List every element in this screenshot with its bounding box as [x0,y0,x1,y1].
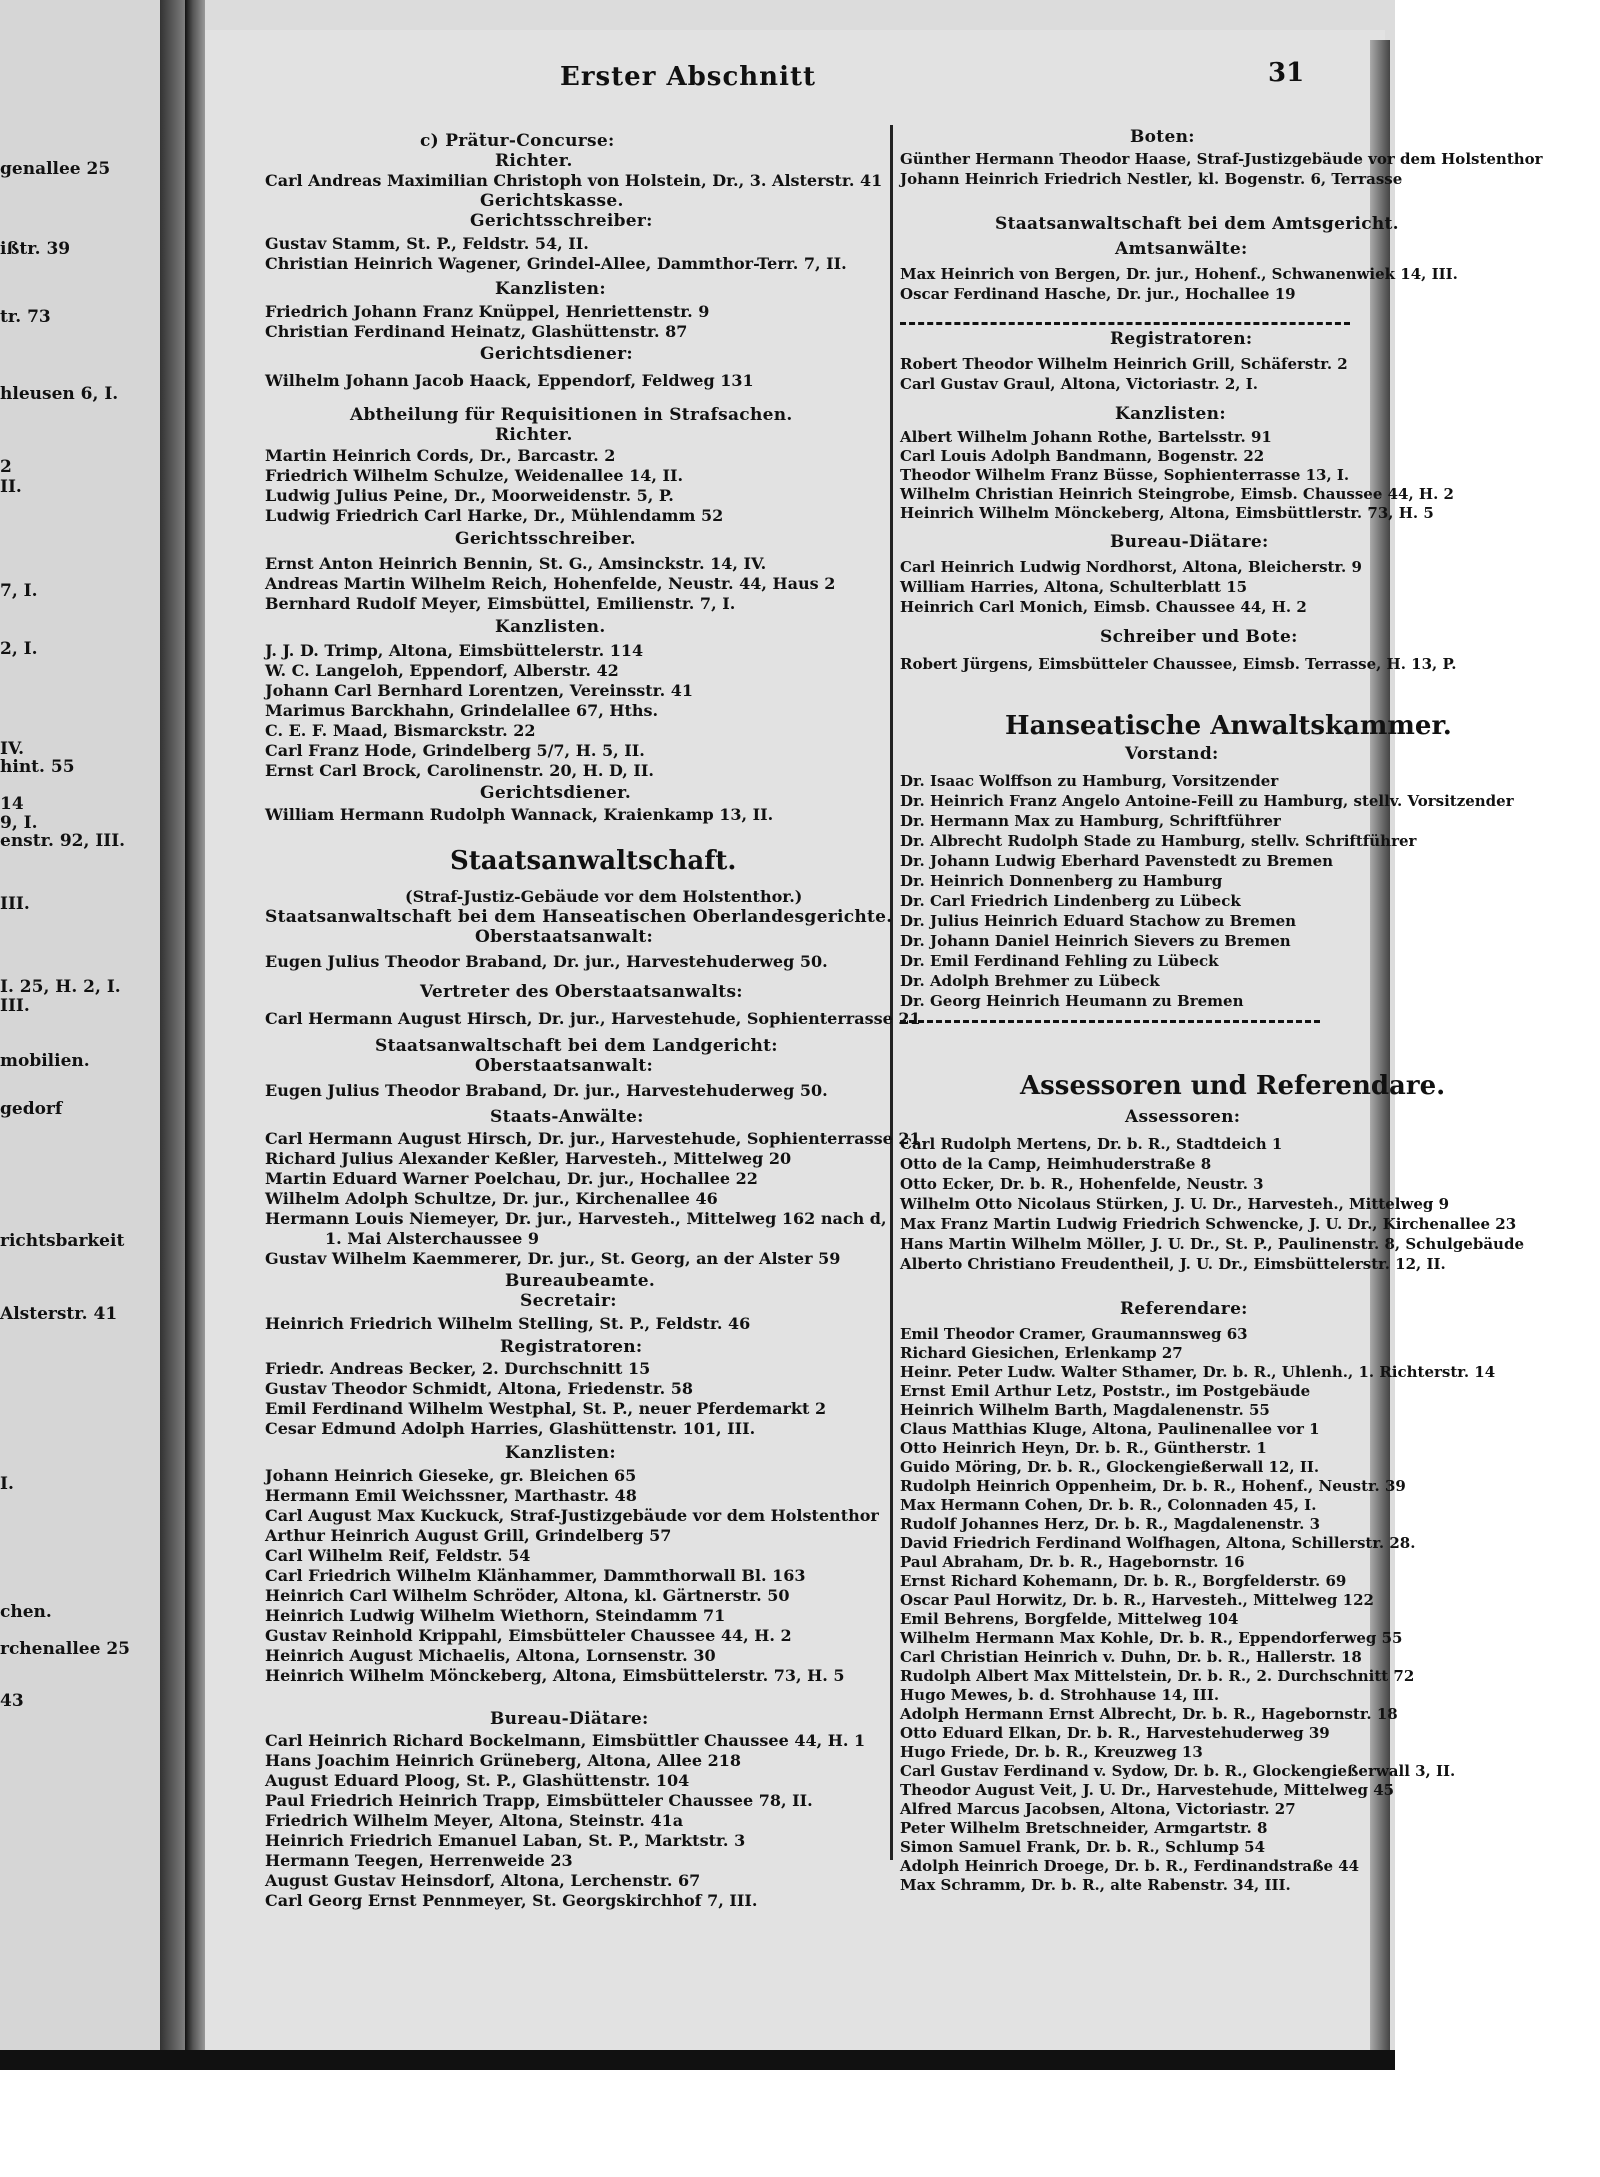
scan-bottom-edge [0,2050,1395,2070]
entry: Günther Hermann Theodor Haase, Straf-Justizgebäude vor dem Holstenthor [900,150,1543,168]
entry: August Gustav Heinsdorf, Altona, Lerchenstr. 67 [265,1871,701,1890]
left-fragment: II. [0,477,22,497]
entry: William Harries, Altona, Schulterblatt 15 [900,578,1248,596]
left-fragment: 7, I. [0,581,38,601]
entry: Adolph Hermann Ernst Albrecht, Dr. b. R., Hagebornstr. 18 [900,1705,1398,1723]
column-divider [890,125,893,1860]
entry-continuation: 1. Mai Alsterchaussee 9 [325,1229,539,1248]
main-heading: Assessoren und Referendare. [1020,1071,1446,1101]
section-heading: Staatsanwaltschaft bei dem Hanseatischen Oberlandesgerichte. [265,907,893,927]
section-title: Erster Abschnitt [560,62,816,92]
entry: Adolph Heinrich Droege, Dr. b. R., Ferdinandstraße 44 [900,1857,1360,1875]
section-heading: Staatsanwaltschaft bei dem Landgericht: [375,1036,778,1056]
entry: Hugo Friede, Dr. b. R., Kreuzweg 13 [900,1743,1203,1761]
left-page-fragment [0,0,163,2050]
entry: Friedrich Wilhelm Schulze, Weidenallee 14, II. [265,466,684,485]
entry: Heinrich Wilhelm Barth, Magdalenenstr. 55 [900,1401,1270,1419]
entry: Peter Wilhelm Bretschneider, Armgartstr. 8 [900,1819,1268,1837]
entry: J. J. D. Trimp, Altona, Eimsbüttelerstr. 114 [265,641,644,660]
entry: Oscar Paul Horwitz, Dr. b. R., Harvesteh., Mittelweg 122 [900,1591,1374,1609]
entry: Johann Carl Bernhard Lorentzen, Vereinsstr. 41 [265,681,694,700]
left-fragment: hleusen 6, I. [0,384,119,404]
entry: Friedrich Wilhelm Meyer, Altona, Steinstr. 41a [265,1811,684,1830]
entry: Andreas Martin Wilhelm Reich, Hohenfelde, Neustr. 44, Haus 2 [265,574,836,593]
entry: Rudolph Heinrich Oppenheim, Dr. b. R., Hohenf., Neustr. 39 [900,1477,1406,1495]
entry: Gustav Wilhelm Kaemmerer, Dr. jur., St. Georg, an der Alster 59 [265,1249,841,1268]
entry: Gustav Theodor Schmidt, Altona, Friedenstr. 58 [265,1379,694,1398]
entry: C. E. F. Maad, Bismarckstr. 22 [265,721,536,740]
entry: Emil Ferdinand Wilhelm Westphal, St. P., neuer Pferdemarkt 2 [265,1399,827,1418]
entry: Eugen Julius Theodor Braband, Dr. jur., Harvestehuderweg 50. [265,952,828,971]
entry: Dr. Carl Friedrich Lindenberg zu Lübeck [900,892,1241,910]
role-heading: Oberstaatsanwalt: [475,1056,654,1076]
section-heading: c) Prätur-Concurse: [420,131,615,151]
book-gutter [160,0,188,2050]
entry: Richard Giesichen, Erlenkamp 27 [900,1344,1183,1362]
entry: Christian Ferdinand Heinatz, Glashüttenstr. 87 [265,322,688,341]
entry: Guido Möring, Dr. b. R., Glockengießerwall 12, II. [900,1458,1320,1476]
role-heading: Gerichtskasse. [480,191,624,211]
entry: Oscar Ferdinand Hasche, Dr. jur., Hochallee 19 [900,285,1296,303]
section-heading: Staatsanwaltschaft bei dem Amtsgericht. [995,214,1399,234]
entry: Carl Hermann August Hirsch, Dr. jur., Harvestehude, Sophienterrasse 21 [265,1009,921,1028]
entry: Carl Gustav Graul, Altona, Victoriastr. 2, I. [900,375,1258,393]
entry: Dr. Adolph Brehmer zu Lübeck [900,972,1160,990]
entry: Otto de la Camp, Heimhuderstraße 8 [900,1155,1212,1173]
entry: Dr. Julius Heinrich Eduard Stachow zu Bremen [900,912,1297,930]
role-heading: Assessoren: [1125,1107,1241,1127]
entry: Carl Louis Adolph Bandmann, Bogenstr. 22 [900,447,1265,465]
page-edge [1370,40,1390,2050]
entry: Hans Joachim Heinrich Grüneberg, Altona, Allee 218 [265,1751,741,1770]
role-heading: Schreiber und Bote: [1100,627,1298,647]
entry: Carl Georg Ernst Pennmeyer, St. Georgskirchhof 7, III. [265,1891,758,1910]
entry: Rudolf Johannes Herz, Dr. b. R., Magdalenenstr. 3 [900,1515,1321,1533]
entry: Gustav Stamm, St. P., Feldstr. 54, II. [265,234,589,253]
role-heading: Boten: [1130,127,1195,147]
main-heading: Hanseatische Anwaltskammer. [1005,711,1452,741]
entry: Dr. Heinrich Donnenberg zu Hamburg [900,872,1223,890]
entry: Ernst Carl Brock, Carolinenstr. 20, H. D, II. [265,761,654,780]
entry: Johann Heinrich Friedrich Nestler, kl. Bogenstr. 6, Terrasse [900,170,1403,188]
entry: Max Hermann Cohen, Dr. b. R., Colonnaden 45, I. [900,1496,1317,1514]
entry: Otto Eduard Elkan, Dr. b. R., Harvestehuderweg 39 [900,1724,1330,1742]
role-heading: Richter. [495,151,573,171]
entry: Gustav Reinhold Krippahl, Eimsbütteler Chaussee 44, H. 2 [265,1626,792,1645]
left-fragment: III. [0,996,30,1016]
role-heading: Kanzlisten: [495,279,606,299]
left-fragment: 14 [0,794,24,814]
dashed-rule [900,322,1350,325]
entry: Bernhard Rudolf Meyer, Eimsbüttel, Emilienstr. 7, I. [265,594,736,613]
entry: Carl Rudolph Mertens, Dr. b. R., Stadtdeich 1 [900,1135,1283,1153]
entry: Dr. Albrecht Rudolph Stade zu Hamburg, stellv. Schriftführer [900,832,1417,850]
entry: Dr. Isaac Wolffson zu Hamburg, Vorsitzender [900,772,1279,790]
entry: Ernst Richard Kohemann, Dr. b. R., Borgfelderstr. 69 [900,1572,1347,1590]
entry: Carl Heinrich Richard Bockelmann, Eimsbüttler Chaussee 44, H. 1 [265,1731,866,1750]
entry: Carl Hermann August Hirsch, Dr. jur., Harvestehude, Sophienterrasse 21 [265,1129,921,1148]
role-heading: Kanzlisten. [495,617,606,637]
role-heading: Gerichtsdiener: [480,344,633,364]
left-fragment: mobilien. [0,1051,90,1071]
entry: Carl Friedrich Wilhelm Klänhammer, Dammthorwall Bl. 163 [265,1566,806,1585]
entry: Claus Matthias Kluge, Altona, Paulinenallee vor 1 [900,1420,1320,1438]
entry: Hermann Emil Weichssner, Marthastr. 48 [265,1486,637,1505]
entry: Heinrich Ludwig Wilhelm Wiethorn, Steindamm 71 [265,1606,726,1625]
entry: Ludwig Julius Peine, Dr., Moorweidenstr. 5, P. [265,486,674,505]
entry: Otto Ecker, Dr. b. R., Hohenfelde, Neustr. 3 [900,1175,1264,1193]
left-fragment: enstr. 92, III. [0,831,126,851]
entry: Christian Heinrich Wagener, Grindel-Allee, Dammthor-Terr. 7, II. [265,254,847,273]
entry: W. C. Langeloh, Eppendorf, Alberstr. 42 [265,661,619,680]
subtitle: (Straf-Justiz-Gebäude vor dem Holstenthor.) [405,887,803,906]
entry: Dr. Johann Daniel Heinrich Sievers zu Bremen [900,932,1291,950]
entry: Wilhelm Hermann Max Kohle, Dr. b. R., Eppendorferweg 55 [900,1629,1403,1647]
left-fragment: 9, I. [0,813,38,833]
section-heading: Abtheilung für Requisitionen in Strafsachen. [350,405,793,425]
entry: Arthur Heinrich August Grill, Grindelberg 57 [265,1526,672,1545]
main-heading: Staatsanwaltschaft. [450,846,737,876]
left-fragment: genallee 25 [0,159,111,179]
entry: Eugen Julius Theodor Braband, Dr. jur., Harvestehuderweg 50. [265,1081,828,1100]
left-fragment: chen. [0,1602,52,1622]
entry: Hugo Mewes, b. d. Strohhause 14, III. [900,1686,1220,1704]
entry: Max Schramm, Dr. b. R., alte Rabenstr. 34, III. [900,1876,1291,1894]
role-heading: Bureaubeamte. [505,1271,656,1291]
entry: Otto Heinrich Heyn, Dr. b. R., Güntherstr. 1 [900,1439,1267,1457]
entry: Carl Wilhelm Reif, Feldstr. 54 [265,1546,531,1565]
entry: Robert Jürgens, Eimsbütteler Chaussee, Eimsb. Terrasse, H. 13, P. [900,655,1457,673]
entry: Theodor August Veit, J. U. Dr., Harvestehude, Mittelweg 45 [900,1781,1395,1799]
entry: Friedr. Andreas Becker, 2. Durchschnitt 15 [265,1359,651,1378]
left-fragment: IV. [0,739,25,759]
entry: Wilhelm Christian Heinrich Steingrobe, Eimsb. Chaussee 44, H. 2 [900,485,1454,503]
entry: Heinrich Carl Wilhelm Schröder, Altona, kl. Gärtnerstr. 50 [265,1586,790,1605]
role-heading: Gerichtsschreiber. [455,529,636,549]
entry: Heinrich Friedrich Emanuel Laban, St. P., Marktstr. 3 [265,1831,746,1850]
entry: Martin Eduard Warner Poelchau, Dr. jur., Hochallee 22 [265,1169,758,1188]
entry: Rudolph Albert Max Mittelstein, Dr. b. R., 2. Durchschnitt 72 [900,1667,1415,1685]
role-heading: Bureau-Diätare: [1110,532,1269,552]
role-heading: Gerichtsdiener. [480,783,632,803]
left-fragment: III. [0,894,30,914]
entry: Ernst Anton Heinrich Bennin, St. G., Amsinckstr. 14, IV. [265,554,767,573]
role-heading: Staats-Anwälte: [490,1107,644,1127]
entry: Richard Julius Alexander Keßler, Harvesteh., Mittelweg 20 [265,1149,792,1168]
entry: Johann Heinrich Gieseke, gr. Bleichen 65 [265,1466,637,1485]
entry: Dr. Georg Heinrich Heumann zu Bremen [900,992,1244,1010]
entry: Heinr. Peter Ludw. Walter Sthamer, Dr. b. R., Uhlenh., 1. Richterstr. 14 [900,1363,1496,1381]
left-fragment: 2, I. [0,639,38,659]
entry: Martin Heinrich Cords, Dr., Barcastr. 2 [265,446,616,465]
entry: August Eduard Ploog, St. P., Glashüttenstr. 104 [265,1771,690,1790]
entry: Ernst Emil Arthur Letz, Poststr., im Postgebäude [900,1382,1311,1400]
entry: Albert Wilhelm Johann Rothe, Bartelsstr. 91 [900,428,1272,446]
entry: Carl Andreas Maximilian Christoph von Holstein, Dr., 3. Alsterstr. 41 [265,171,883,190]
entry: Dr. Heinrich Franz Angelo Antoine-Feill zu Hamburg, stellv. Vorsitzender [900,792,1514,810]
role-heading: Oberstaatsanwalt: [475,927,654,947]
entry: Heinrich Wilhelm Mönckeberg, Altona, Eimsbüttlerstr. 73, H. 5 [900,504,1434,522]
entry: Heinrich Wilhelm Mönckeberg, Altona, Eimsbüttelerstr. 73, H. 5 [265,1666,845,1685]
entry: Carl Heinrich Ludwig Nordhorst, Altona, Bleicherstr. 9 [900,558,1362,576]
role-heading: Secretair: [520,1291,617,1311]
entry: Hans Martin Wilhelm Möller, J. U. Dr., St. P., Paulinenstr. 8, Schulgebäude [900,1235,1524,1253]
role-heading: Kanzlisten: [1115,404,1226,424]
left-fragment: Alsterstr. 41 [0,1304,118,1324]
entry: Max Heinrich von Bergen, Dr. jur., Hohenf., Schwanenwiek 14, III. [900,265,1458,283]
entry: Alberto Christiano Freudentheil, J. U. Dr., Eimsbüttelerstr. 12, II. [900,1255,1446,1273]
role-heading: Registratoren: [500,1337,643,1357]
entry: Carl Franz Hode, Grindelberg 5/7, H. 5, II. [265,741,645,760]
entry: Heinrich Carl Monich, Eimsb. Chaussee 44, H. 2 [900,598,1307,616]
entry: Ludwig Friedrich Carl Harke, Dr., Mühlendamm 52 [265,506,724,525]
entry: Heinrich Friedrich Wilhelm Stelling, St. P., Feldstr. 46 [265,1314,751,1333]
role-heading: Vorstand: [1125,744,1219,764]
left-fragment: 2 [0,457,12,477]
role-heading: Bureau-Diätare: [490,1709,649,1729]
entry: Friedrich Johann Franz Knüppel, Henriettenstr. 9 [265,302,710,321]
left-fragment: gedorf [0,1099,63,1119]
left-fragment: tr. 73 [0,307,51,327]
left-fragment: I. [0,1474,14,1494]
entry: Carl Christian Heinrich v. Duhn, Dr. b. R., Hallerstr. 18 [900,1648,1362,1666]
entry: Dr. Hermann Max zu Hamburg, Schriftführer [900,812,1281,830]
left-fragment: hint. 55 [0,757,75,777]
entry: Max Franz Martin Ludwig Friedrich Schwencke, J. U. Dr., Kirchenallee 23 [900,1215,1517,1233]
left-fragment: 43 [0,1691,24,1711]
left-fragment: richtsbarkeit [0,1231,125,1251]
role-heading: Kanzlisten: [505,1443,616,1463]
role-heading: Referendare: [1120,1299,1248,1319]
entry: Robert Theodor Wilhelm Heinrich Grill, Schäferstr. 2 [900,355,1348,373]
left-fragment: ißtr. 39 [0,239,71,259]
left-fragment: I. 25, H. 2, I. [0,977,121,997]
left-fragment: rchenallee 25 [0,1639,130,1659]
entry: Alfred Marcus Jacobsen, Altona, Victoriastr. 27 [900,1800,1296,1818]
role-heading: Richter. [495,425,573,445]
entry: Heinrich August Michaelis, Altona, Lornsenstr. 30 [265,1646,716,1665]
entry: Hermann Teegen, Herrenweide 23 [265,1851,573,1870]
role-heading: Registratoren: [1110,329,1253,349]
entry: Dr. Johann Ludwig Eberhard Pavenstedt zu Bremen [900,852,1334,870]
book-gutter-shadow [185,0,205,2050]
entry: Paul Abraham, Dr. b. R., Hagebornstr. 16 [900,1553,1245,1571]
entry: Carl Gustav Ferdinand v. Sydow, Dr. b. R., Glockengießerwall 3, II. [900,1762,1456,1780]
entry: Wilhelm Otto Nicolaus Stürken, J. U. Dr., Harvesteh., Mittelweg 9 [900,1195,1450,1213]
entry: David Friedrich Ferdinand Wolfhagen, Altona, Schillerstr. 28. [900,1534,1416,1552]
role-heading: Vertreter des Oberstaatsanwalts: [420,982,743,1002]
role-heading: Gerichtsschreiber: [470,211,653,231]
entry: Wilhelm Johann Jacob Haack, Eppendorf, Feldweg 131 [265,371,754,390]
entry: Dr. Emil Ferdinand Fehling zu Lübeck [900,952,1219,970]
entry: Hermann Louis Niemeyer, Dr. jur., Harvesteh., Mittelweg 162 nach d, [265,1209,887,1228]
dashed-rule [900,1020,1320,1023]
entry: Wilhelm Adolph Schultze, Dr. jur., Kirchenallee 46 [265,1189,718,1208]
entry: Paul Friedrich Heinrich Trapp, Eimsbütteler Chaussee 78, II. [265,1791,813,1810]
entry: Cesar Edmund Adolph Harries, Glashüttenstr. 101, III. [265,1419,756,1438]
entry: Marimus Barckhahn, Grindelallee 67, Hths. [265,701,659,720]
page-number: 31 [1268,58,1305,88]
entry: Emil Theodor Cramer, Graumannsweg 63 [900,1325,1248,1343]
entry: Simon Samuel Frank, Dr. b. R., Schlump 54 [900,1838,1266,1856]
entry: Carl August Max Kuckuck, Straf-Justizgebäude vor dem Holstenthor [265,1506,879,1525]
entry: Theodor Wilhelm Franz Büsse, Sophienterrasse 13, I. [900,466,1350,484]
role-heading: Amtsanwälte: [1115,239,1248,259]
entry: Emil Behrens, Borgfelde, Mittelweg 104 [900,1610,1239,1628]
entry: William Hermann Rudolph Wannack, Kraienkamp 13, II. [265,805,774,824]
